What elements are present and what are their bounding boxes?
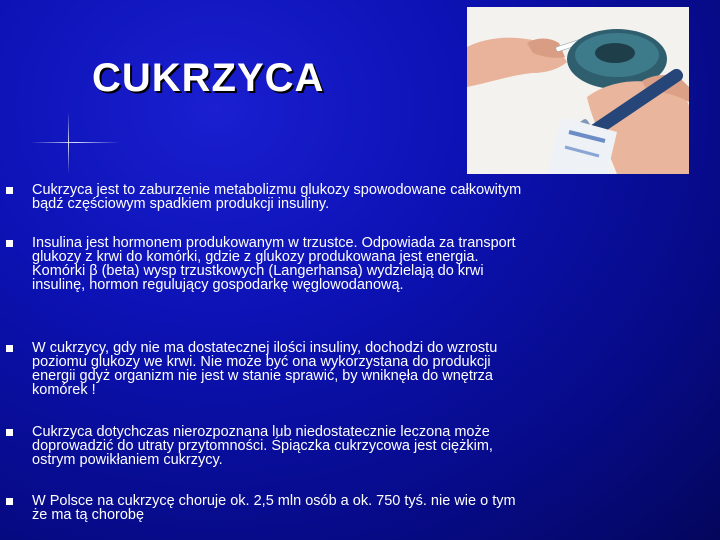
bullet-marker — [6, 498, 13, 505]
bullet-marker — [6, 240, 13, 247]
bullet-text: W Polsce na cukrzycę choruje ok. 2,5 mln osób a ok. 750 tyś. nie wie o tym że ma tą chorobę — [32, 493, 516, 523]
glucometer-photo — [467, 7, 689, 174]
bullet-text: W cukrzycy, gdy nie ma dostatecznej ilości insuliny, dochodzi do wzrostu poziomu glukozy we krwi. Nie może być ona wykorzystana do produkcji energii gdyż organizm nie jest w stanie sprawić, by wniknęła do wnętrza komórek ! — [32, 340, 498, 398]
bullet-text: Insulina jest hormonem produkowanym w trzustce. Odpowiada za transport glukozy z krwi do komórki, gdzie z glukozy produkowana jest energia. Komórki β (beta) wysp trzustkowych (Langerhansa) wydzielają do krwi insulinę, hormon regulujący gospodarkę węglowodanową. — [32, 235, 516, 293]
glucometer-photo-icon — [467, 7, 689, 174]
bullet-text: Cukrzyca jest to zaburzenie metabolizmu glukozy spowodowane całkowitym bądź częściowym spadkiem produkcji insuliny. — [32, 182, 522, 212]
bullet-text: Cukrzyca dotychczas nierozpoznana lub niedostatecznie leczona może doprowadzić do utraty przytomności. Śpiączka cukrzycowa jest ciężkim, ostrym powikłaniem cukrzycy. — [32, 424, 493, 468]
slide-title: CUKRZYCA — [92, 56, 325, 100]
bullet-marker — [6, 187, 13, 194]
bullet-marker — [6, 429, 13, 436]
sparkle-decoration-vertical — [68, 112, 69, 174]
sparkle-decoration-horizontal — [30, 142, 120, 143]
bullet-marker — [6, 345, 13, 352]
